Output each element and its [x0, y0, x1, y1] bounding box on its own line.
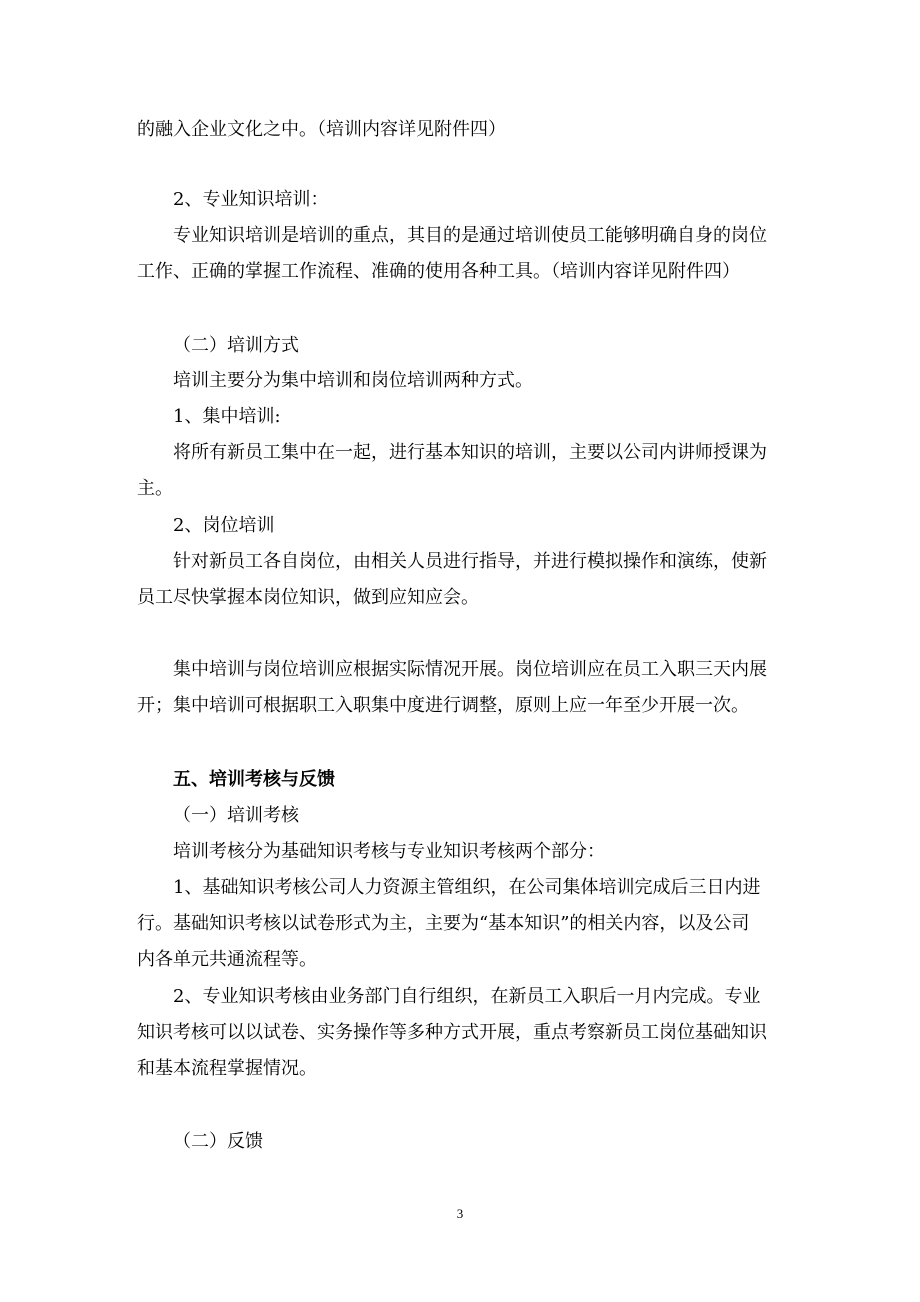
text-line-10: 2、岗位培训 — [173, 515, 275, 536]
text-line-16: （一）培训考核 — [173, 805, 299, 826]
text-line-11: 针对新员工各自岗位，由相关人员进行指导，并进行模拟操作和演练，使新 — [173, 551, 767, 572]
text-line-3: 专业知识培训是培训的重点，其目的是通过培训使员工能够明确自身的岗位 — [173, 225, 767, 246]
text-line-8: 将所有新员工集中在一起，进行基本知识的培训，主要以公司内讲师授课为 — [173, 442, 767, 463]
text-line-24: （二）反馈 — [173, 1131, 263, 1152]
text-line-17: 培训考核分为基础知识考核与专业知识考核两个部分： — [173, 841, 605, 862]
text-line-20: 内各单元共通流程等。 — [137, 949, 317, 970]
text-line-19: 行。基础知识考核以试卷形式为主，主要为“基本知识”的相关内容，以及公司 — [137, 913, 750, 934]
section-heading: 五、培训考核与反馈 — [173, 769, 335, 790]
text-line-1: 的融入企业文化之中。（培训内容详见附件四） — [137, 119, 506, 140]
text-line-2: 2、专业知识培训： — [173, 189, 329, 210]
text-line-5: （二）培训方式 — [173, 335, 299, 356]
text-line-6: 培训主要分为集中培训和岗位培训两种方式。 — [173, 370, 533, 391]
text-line-23: 和基本流程掌握情况。 — [137, 1058, 317, 1079]
text-line-9: 主。 — [137, 478, 173, 499]
text-line-12: 员工尽快掌握本岗位知识，做到应知应会。 — [137, 587, 479, 608]
text-line-13: 集中培训与岗位培训应根据实际情况开展。岗位培训应在员工入职三天内展 — [173, 659, 767, 680]
text-line-7: 1、集中培训: — [173, 406, 281, 427]
text-line-18: 1、基础知识考核公司人力资源主管组织，在公司集体培训完成后三日内进 — [173, 877, 761, 898]
text-line-22: 知识考核可以以试卷、实务操作等多种方式开展，重点考察新员工岗位基础知识 — [137, 1022, 767, 1043]
text-line-14: 开；集中培训可根据职工入职集中度进行调整，原则上应一年至少开展一次。 — [137, 695, 749, 716]
text-line-4: 工作、正确的掌握工作流程、准确的使用各种工具。（培训内容详见附件四） — [137, 261, 740, 282]
page-number: 3 — [456, 1206, 464, 1221]
text-line-21: 2、专业知识考核由业务部门自行组织，在新员工入职后一月内完成。专业 — [173, 986, 761, 1007]
